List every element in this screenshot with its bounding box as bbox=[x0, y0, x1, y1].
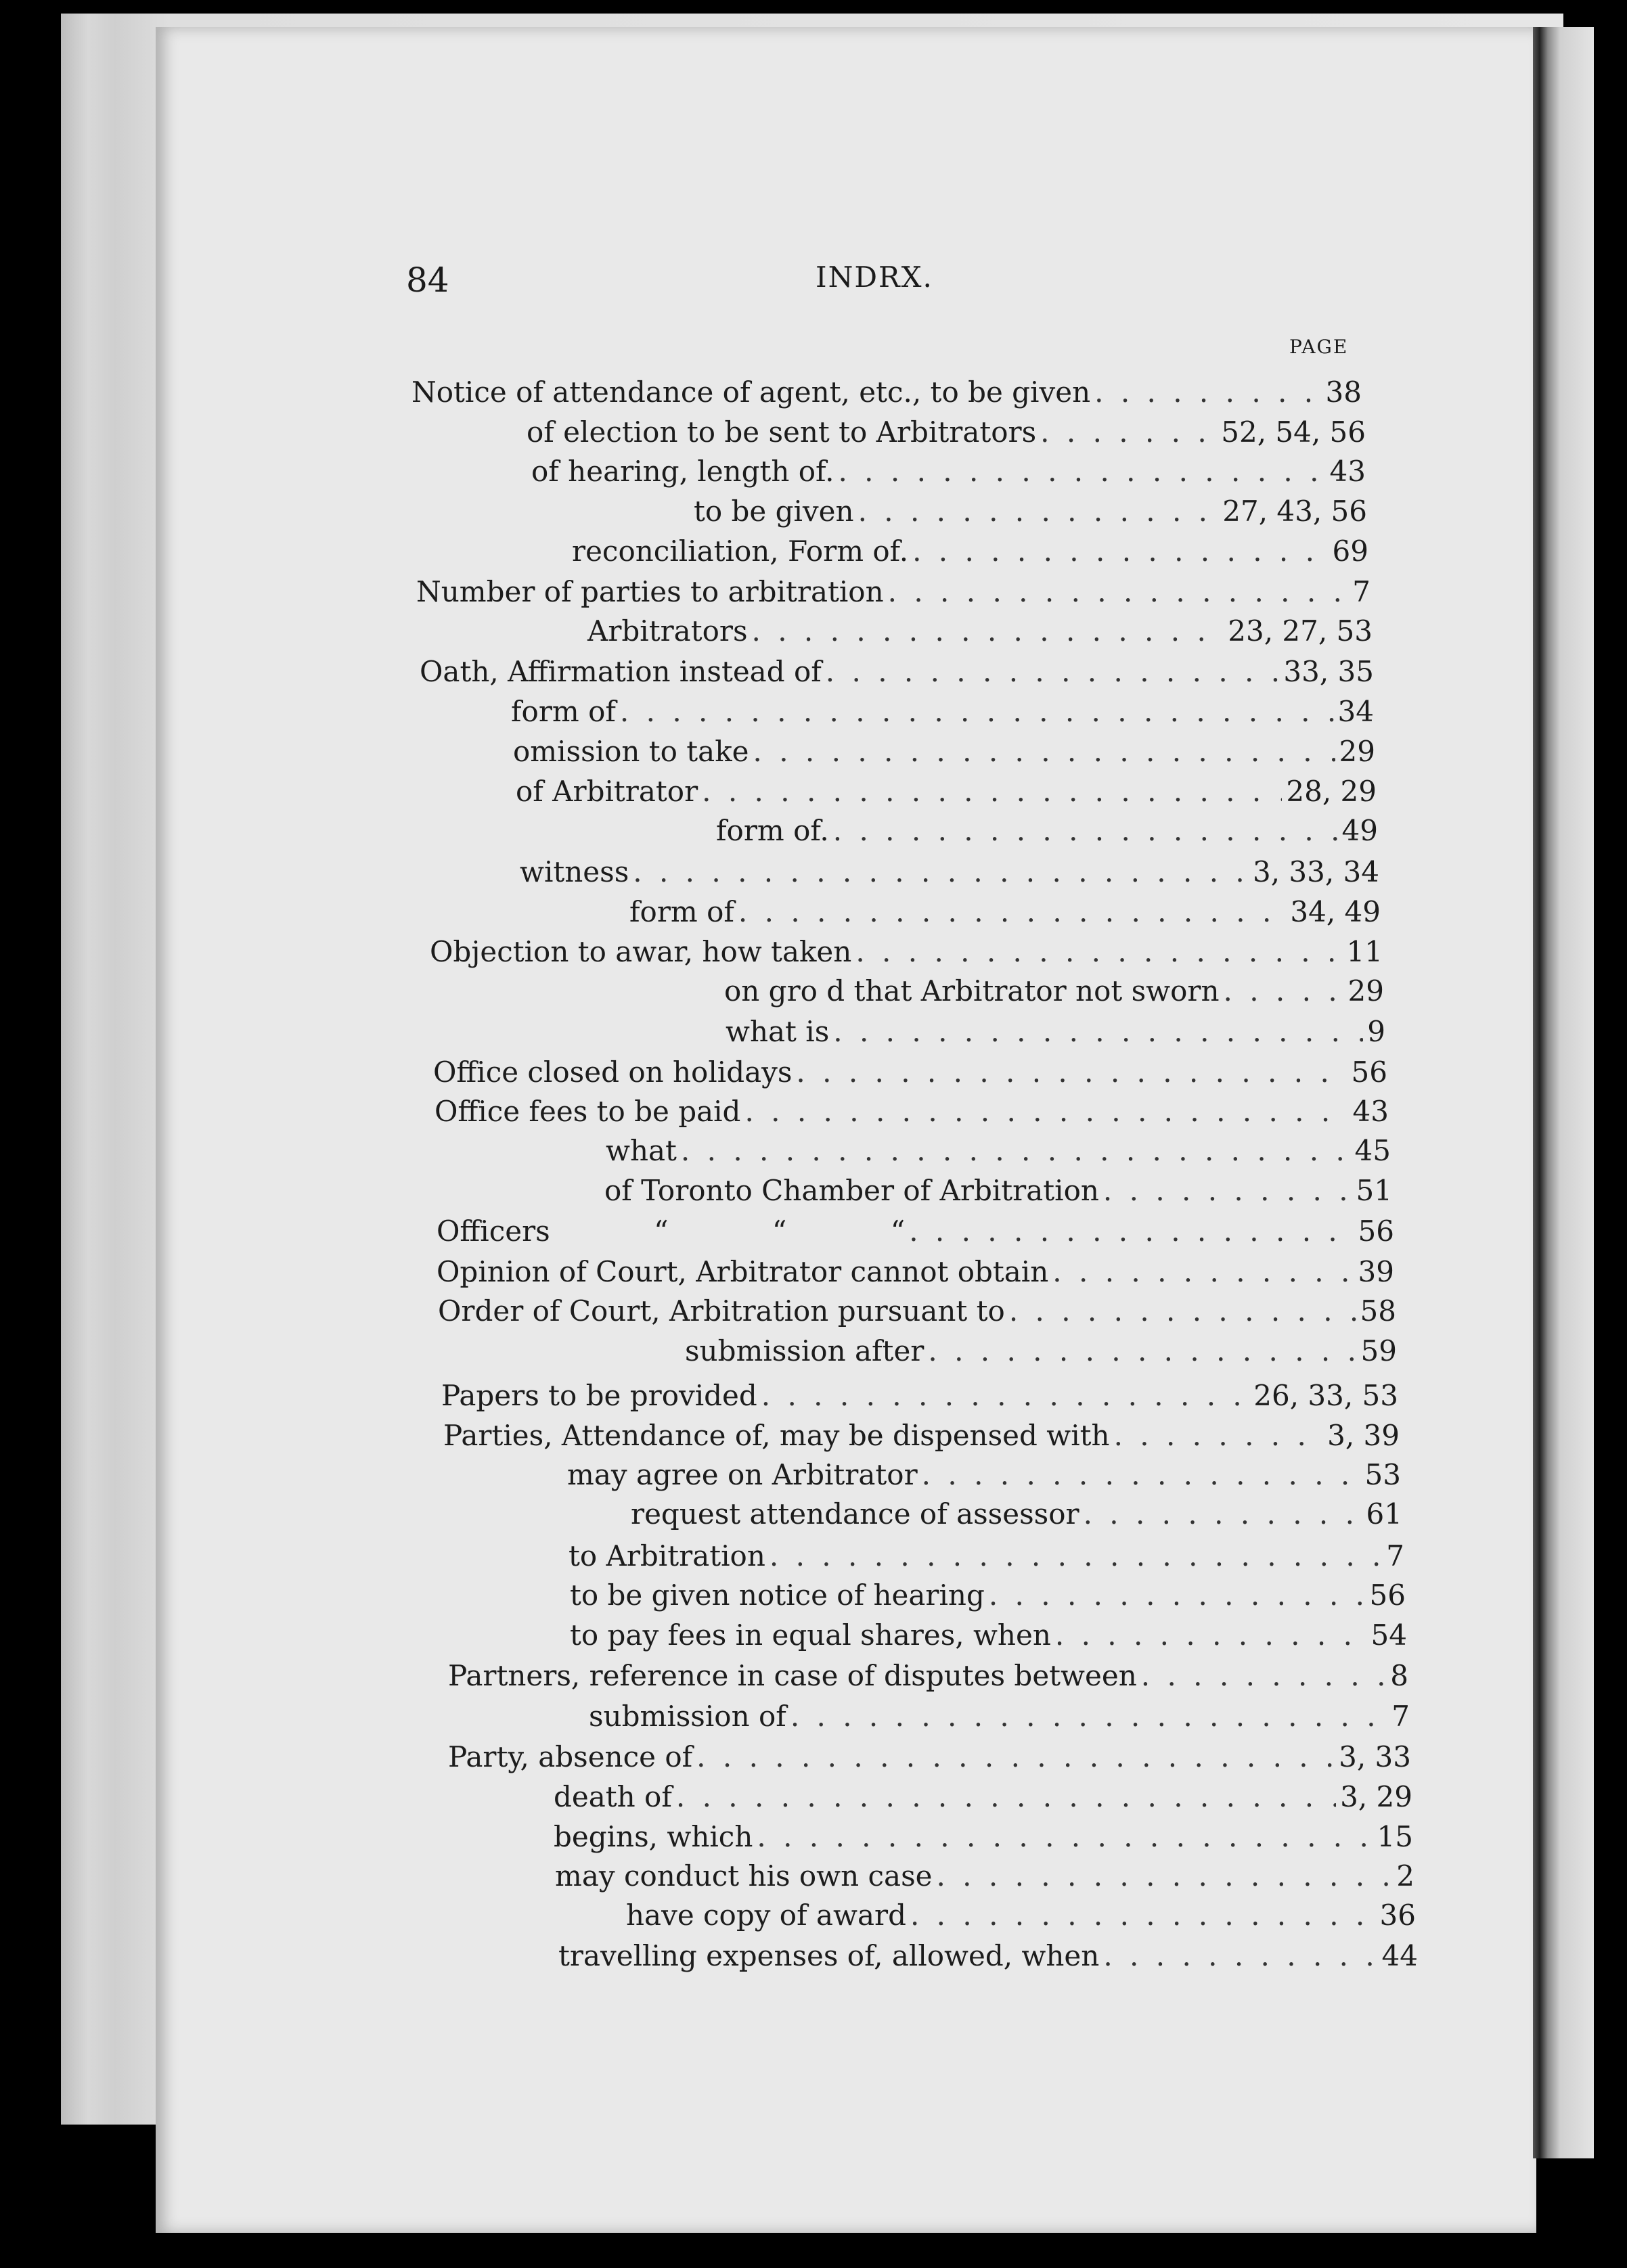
index-entry bbox=[570, 1618, 1407, 1656]
leader-dots bbox=[676, 1780, 1336, 1813]
entry-text: may agree on Arbitrator bbox=[567, 1458, 918, 1491]
leader-dots bbox=[738, 895, 1286, 928]
leader-dots bbox=[1055, 1618, 1367, 1652]
leader-dots bbox=[1114, 1419, 1324, 1452]
leader-dots bbox=[1040, 415, 1217, 449]
entry-text: Partners, reference in case of disputes between bbox=[448, 1659, 1137, 1692]
leader-dots bbox=[1103, 1939, 1377, 1972]
index-entry bbox=[589, 1700, 1410, 1738]
leader-dots bbox=[1084, 1497, 1362, 1530]
index-entry bbox=[694, 495, 1367, 532]
leader-dots bbox=[753, 735, 1335, 768]
entry-pages: 54 bbox=[1370, 1618, 1407, 1652]
index-entry bbox=[520, 855, 1379, 893]
entry-pages: 56 bbox=[1358, 1215, 1394, 1248]
index-entry bbox=[724, 974, 1384, 1012]
leader-dots bbox=[1103, 1174, 1352, 1207]
entry-pages: 34, 49 bbox=[1290, 895, 1381, 928]
entry-text: to pay fees in equal shares, when bbox=[570, 1618, 1051, 1652]
entry-text: to be given bbox=[694, 495, 854, 528]
entry-text: Opinion of Court, Arbitrator cannot obtain bbox=[437, 1255, 1049, 1288]
entry-text: to be given notice of hearing bbox=[570, 1579, 985, 1612]
entry-text: submission after bbox=[685, 1334, 924, 1367]
entry-pages: 9 bbox=[1367, 1015, 1385, 1048]
entry-text: request attendance of assessor bbox=[631, 1497, 1079, 1530]
entry-pages: 8 bbox=[1390, 1659, 1408, 1692]
leader-dots bbox=[681, 1134, 1351, 1167]
leader-dots bbox=[1009, 1294, 1356, 1328]
entry-text: of election to be sent to Arbitrators bbox=[527, 415, 1037, 449]
index-entry bbox=[416, 575, 1370, 613]
entry-text: Objection to awar, how taken bbox=[430, 935, 852, 968]
leader-dots bbox=[696, 1740, 1335, 1773]
entry-text: witness bbox=[520, 855, 629, 888]
entry-pages: 7 bbox=[1391, 1700, 1410, 1733]
leader-dots bbox=[702, 775, 1282, 808]
index-entry bbox=[430, 935, 1383, 973]
index-entry bbox=[513, 735, 1375, 773]
entry-pages: 53 bbox=[1364, 1458, 1401, 1491]
entry-pages: 3, 33 bbox=[1339, 1740, 1411, 1773]
entry-pages: 69 bbox=[1332, 535, 1368, 568]
index-entry bbox=[516, 775, 1377, 813]
leader-dots bbox=[633, 855, 1249, 888]
leader-dots bbox=[833, 814, 1338, 847]
index-entry bbox=[554, 1780, 1412, 1818]
entry-text: reconciliation, Form of. bbox=[572, 535, 909, 568]
entry-text: Officers “ “ “ bbox=[437, 1215, 906, 1248]
index-entry bbox=[604, 1174, 1392, 1212]
index-entry bbox=[570, 1579, 1406, 1616]
entry-pages: 45 bbox=[1354, 1134, 1391, 1167]
entry-pages: 3, 33, 34 bbox=[1252, 855, 1379, 888]
index-entry bbox=[511, 695, 1374, 733]
entry-text: Order of Court, Arbitration pursuant to bbox=[438, 1294, 1005, 1328]
entry-pages: 26, 33, 53 bbox=[1253, 1379, 1398, 1412]
entry-pages: 29 bbox=[1347, 974, 1384, 1007]
entry-pages: 51 bbox=[1356, 1174, 1392, 1207]
entry-pages: 28, 29 bbox=[1286, 775, 1377, 808]
index-entry bbox=[555, 1859, 1414, 1897]
leader-dots bbox=[1052, 1255, 1354, 1288]
entry-text: on gro d that Arbitrator not sworn bbox=[724, 974, 1220, 1007]
index-entry bbox=[631, 1497, 1402, 1535]
entry-text: of Toronto Chamber of Arbitration bbox=[604, 1174, 1099, 1207]
entry-pages: 56 bbox=[1369, 1579, 1406, 1612]
entry-text: Office fees to be paid bbox=[434, 1095, 741, 1128]
page-title: INDRX. bbox=[816, 260, 933, 294]
index-entry bbox=[685, 1334, 1397, 1372]
leader-dots bbox=[922, 1458, 1361, 1491]
index-entry bbox=[626, 1899, 1416, 1936]
index-entry bbox=[411, 376, 1362, 413]
entry-pages: 36 bbox=[1379, 1899, 1416, 1932]
leader-dots bbox=[855, 935, 1342, 968]
entry-pages: 56 bbox=[1351, 1056, 1387, 1089]
entry-pages: 3, 29 bbox=[1340, 1780, 1412, 1813]
page-number: 84 bbox=[406, 260, 449, 300]
index-entry bbox=[572, 535, 1368, 572]
leader-dots bbox=[833, 1015, 1363, 1048]
entry-pages: 59 bbox=[1360, 1334, 1397, 1367]
entry-text: submission of bbox=[589, 1700, 786, 1733]
index-entry bbox=[726, 1015, 1385, 1053]
leader-dots bbox=[912, 535, 1328, 568]
entry-text: form of bbox=[511, 695, 616, 728]
entry-text: have copy of award bbox=[626, 1899, 906, 1932]
index-entry bbox=[716, 814, 1378, 852]
leader-dots bbox=[796, 1056, 1347, 1089]
index-entry bbox=[567, 1458, 1401, 1496]
entry-text: may conduct his own case bbox=[555, 1859, 933, 1892]
index-entry bbox=[443, 1419, 1400, 1457]
entry-pages: 29 bbox=[1339, 735, 1375, 768]
entry-text: form of bbox=[629, 895, 734, 928]
entry-text: Oath, Affirmation instead of bbox=[420, 655, 822, 688]
entry-text: Party, absence of bbox=[448, 1740, 693, 1773]
entry-text: what bbox=[606, 1134, 677, 1167]
index-entry bbox=[437, 1255, 1394, 1293]
index-entry bbox=[448, 1740, 1411, 1778]
leader-dots bbox=[752, 614, 1224, 648]
index-entry bbox=[434, 1095, 1389, 1133]
leader-dots bbox=[936, 1859, 1392, 1892]
entry-pages: 15 bbox=[1377, 1820, 1413, 1853]
leader-dots bbox=[790, 1700, 1387, 1733]
entry-pages: 2 bbox=[1396, 1859, 1414, 1892]
index-entry bbox=[441, 1379, 1398, 1417]
entry-pages: 43 bbox=[1352, 1095, 1389, 1128]
entry-text: to Arbitration bbox=[569, 1539, 765, 1572]
entry-text: begins, which bbox=[554, 1820, 753, 1853]
leader-dots bbox=[757, 1820, 1373, 1853]
index-entry bbox=[587, 614, 1373, 652]
leader-dots bbox=[1141, 1659, 1387, 1692]
index-entry bbox=[527, 415, 1366, 453]
index-entry bbox=[531, 455, 1366, 493]
entry-pages: 11 bbox=[1346, 935, 1383, 968]
entry-text: of hearing, length of. bbox=[531, 455, 834, 488]
leader-dots bbox=[620, 695, 1334, 728]
page-column-label: PAGE bbox=[1289, 336, 1349, 358]
entry-text: Notice of attendance of agent, etc., to be given bbox=[411, 376, 1091, 409]
leader-dots bbox=[826, 655, 1280, 688]
index-entry bbox=[554, 1820, 1413, 1858]
entry-text: Office closed on holidays bbox=[433, 1056, 793, 1089]
entry-text: what is bbox=[726, 1015, 830, 1048]
entry-pages: 58 bbox=[1360, 1294, 1396, 1328]
leader-dots bbox=[838, 455, 1325, 488]
entry-text: travelling expenses of, allowed, when bbox=[558, 1939, 1100, 1972]
entry-pages: 23, 27, 53 bbox=[1228, 614, 1373, 648]
entry-pages: 52, 54, 56 bbox=[1221, 415, 1366, 449]
leader-dots bbox=[858, 495, 1219, 528]
leader-dots bbox=[1224, 974, 1344, 1007]
index-entry bbox=[558, 1939, 1418, 1977]
entry-pages: 7 bbox=[1352, 575, 1370, 608]
entry-text: omission to take bbox=[513, 735, 749, 768]
entry-text: of Arbitrator bbox=[516, 775, 698, 808]
index-entry bbox=[569, 1539, 1404, 1577]
leader-dots bbox=[770, 1539, 1382, 1572]
entry-pages: 34 bbox=[1337, 695, 1374, 728]
leader-dots bbox=[761, 1379, 1249, 1412]
index-entry bbox=[437, 1215, 1394, 1252]
leader-dots bbox=[1094, 376, 1321, 409]
index-entry bbox=[420, 655, 1374, 693]
leader-dots bbox=[928, 1334, 1356, 1367]
entry-text: Number of parties to arbitration bbox=[416, 575, 884, 608]
entry-pages: 49 bbox=[1341, 814, 1378, 847]
entry-pages: 27, 43, 56 bbox=[1222, 495, 1367, 528]
entry-pages: 43 bbox=[1329, 455, 1366, 488]
entry-text: Arbitrators bbox=[587, 614, 748, 648]
entry-text: death of bbox=[554, 1780, 672, 1813]
entry-pages: 3, 39 bbox=[1327, 1419, 1400, 1452]
entry-pages: 38 bbox=[1325, 376, 1362, 409]
entry-text: form of. bbox=[716, 814, 829, 847]
entry-pages: 44 bbox=[1381, 1939, 1418, 1972]
entry-pages: 61 bbox=[1366, 1497, 1402, 1530]
leader-dots bbox=[989, 1579, 1366, 1612]
index-entry bbox=[629, 895, 1381, 933]
index-entry bbox=[438, 1294, 1396, 1332]
index-entry bbox=[448, 1659, 1408, 1697]
entry-pages: 33, 35 bbox=[1283, 655, 1374, 688]
leader-dots bbox=[909, 1215, 1354, 1248]
leader-dots bbox=[910, 1899, 1376, 1932]
entry-text: Papers to be provided bbox=[441, 1379, 757, 1412]
index-entry bbox=[433, 1056, 1387, 1093]
index-entry bbox=[606, 1134, 1391, 1172]
entry-pages: 7 bbox=[1386, 1539, 1404, 1572]
leader-dots bbox=[744, 1095, 1348, 1128]
leader-dots bbox=[888, 575, 1349, 608]
entry-text: Parties, Attendance of, may be dispensed with bbox=[443, 1419, 1110, 1452]
entry-pages: 39 bbox=[1358, 1255, 1394, 1288]
